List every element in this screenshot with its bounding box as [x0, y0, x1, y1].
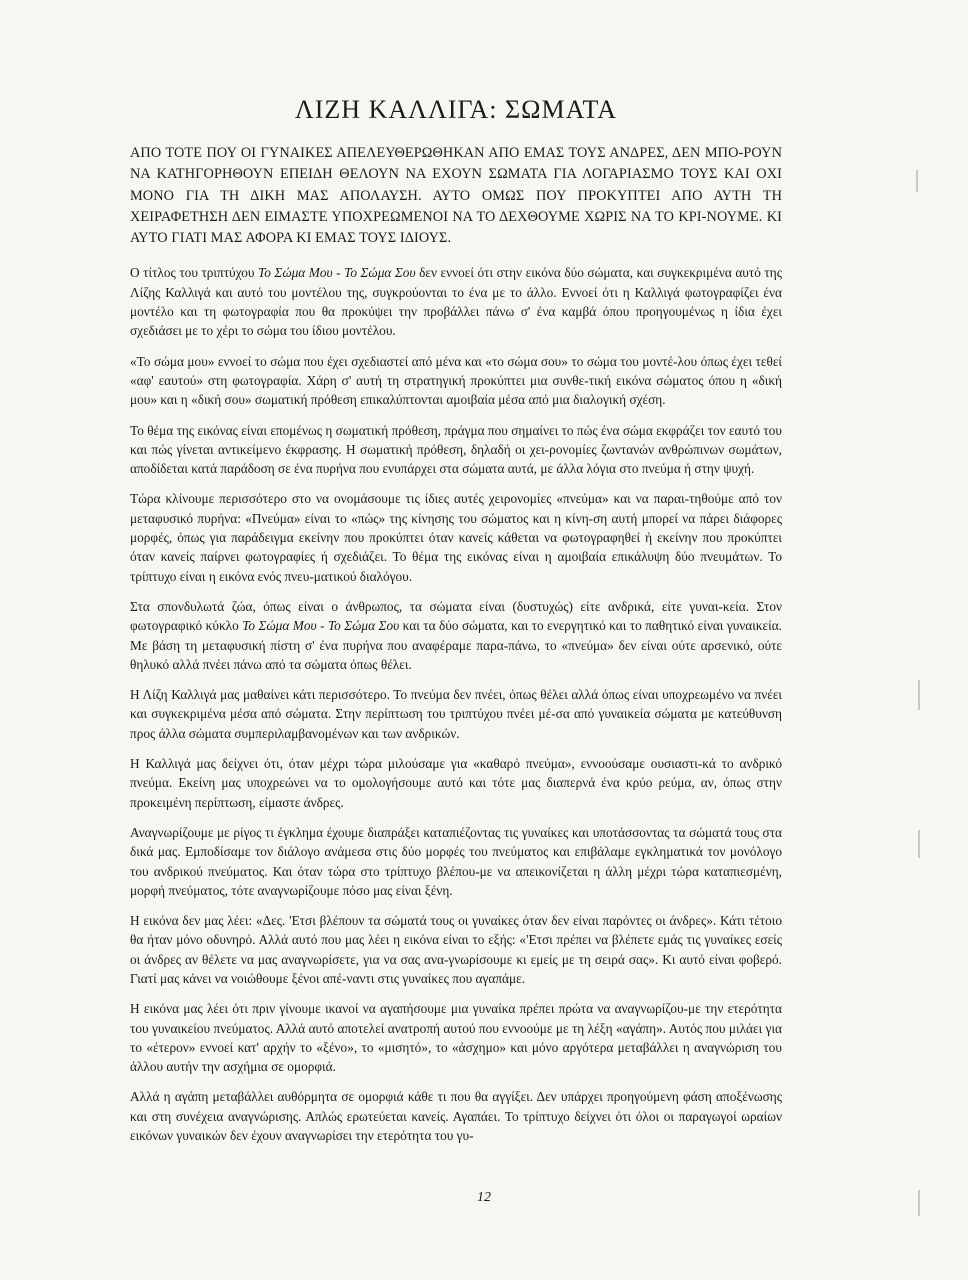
paragraph-9: Η εικόνα δεν μας λέει: «Δες. 'Ετσι βλέπουν τα σώματά τους οι γυναίκες όταν δεν είναι παρόντες οι άνδρες». Κάτι τέτοιο θα ήταν μόνο οδυνηρό. Αλλά αυτό που μας λέει η εικόνα είναι το εξής: «'Ετσι πρέπει να βλέπετε εμάς τις γυναίκες εσείς οι άνδρες αν θέλετε να μας αναγνωρίσετε, για να σας ανα-γνωρίσουμε κι εμείς με τη σειρά σας». Κι αυτό είναι φοβερό. Γιατί μας κάνει να νοιώθουμε ξένοι απέ-ναντι στις γυναίκες που αγαπάμε.: [130, 913, 782, 986]
paragraph-11: Αλλά η αγάπη μεταβάλλει αυθόρμητα σε ομορφιά κάθε τι που θα αγγίξει. Δεν υπάρχει προηγούμενη φάση αποξένωσης και στη συνέχεια αναγνώρισης. Απλώς ερωτεύεται κανείς. Αγαπάει. Το τρίπτυχο δείχνει ότι όλοι οι παραγωγοί ωραίων εικόνων γυναικών δεν έχουν αναγνωρίσει την ετερότητα του γυ-: [130, 1089, 782, 1144]
lead-paragraph: ΑΠΟ ΤΟΤΕ ΠΟΥ ΟΙ ΓΥΝΑΙΚΕΣ ΑΠΕΛΕΥΘΕΡΩΘΗΚΑΝ ΑΠΟ ΕΜΑΣ ΤΟΥΣ ΑΝΔΡΕΣ, ΔΕΝ ΜΠΟ-ΡΟΥΝ ΝΑ ΚΑΤΗΓΟΡΗΘΟΥΝ ΕΠΕΙΔΗ ΘΕΛΟΥΝ ΝΑ ΕΧΟΥΝ ΣΩΜΑΤΑ ΓΙΑ ΛΟΓΑΡΙΑΣΜΟ ΤΟΥΣ ΚΑΙ ΟΧΙ ΜΟΝΟ ΓΙΑ ΤΗ ΔΙΚΗ ΜΑΣ ΑΠΟΛΑΥΣΗ. ΑΥΤΟ ΟΜΩΣ ΠΟΥ ΠΡΟΚΥΠΤΕΙ ΑΠΟ ΑΥΤΗ ΤΗ ΧΕΙΡΑΦΕΤΗΣΗ ΔΕΝ ΕΙΜΑΣΤΕ ΥΠΟΧΡΕΩΜΕΝΟΙ ΝΑ ΤΟ ΔΕΧΘΟΥΜΕ ΧΩΡΙΣ ΝΑ ΤΟ ΚΡΙ-ΝΟΥΜΕ. ΚΙ ΑΥΤΟ ΓΙΑΤΙ ΜΑΣ ΑΦΟΡΑ ΚΙ ΕΜΑΣ ΤΟΥΣ ΙΔΙΟΥΣ.: [130, 145, 782, 247]
paragraph-5-text-a: Στα σπονδυλωτά ζώα, όπως είναι ο άνθρωπος, τα σώματα είναι (δυστυχώς) είτε ανδρικά, είτε γυναι-κεία. Στον φωτογραφικό κύκλο: [130, 598, 782, 634]
paragraph-1: [130, 263, 782, 340]
paragraph-7: Η Καλλιγά μας δείχνει ότι, όταν μέχρι τώρα μιλούσαμε για «καθαρό πνεύμα», εννοούσαμε ουσιαστι-κά το ανδρικό πνεύμα. Εκείνη μας υποχρεώνει να το ομολογήσουμε αυτό και τότε μας διαπερνά ένα κρύο ρεύμα, αν, όπως στην προκειμένη περίπτωση, είμαστε άνδρες.: [130, 756, 782, 810]
paragraph-5-text-b: και τα δύο σώματα, και το ενεργητικό και το παθητικό είναι γυναικεία. Με βάση τη μεταφυσική πίστη σ' ένα πυρήνα που αναφέραμε παρα-πάνω, το «πνεύμα» δεν είναι ούτε αρσενικό, ούτε θηλυκό αλλά πνέει πάνω από τα σώματα όπως θέλει.: [130, 618, 782, 672]
paragraph-8: Αναγνωρίζουμε με ρίγος τι έγκλημα έχουμε διαπράξει καταπιέζοντας τις γυναίκες και υποτάσσοντας τα σώματά τους στα δικά μας. Εμποδίσαμε τον διάλογο ανάμεσα στις δύο μορφές του πνεύματος και επιβάλαμε εγκληματικά τον μονόλογο του ανδρικού πνεύματος. Και όταν τώρα στο τρίπτυχο βλέπου-με να απεικονίζεται η άλλη μέχρι τώρα καταπιεσμένη, μορφή πνεύματος, τότε αναγνωρίζουμε πόσο μας είναι ξένη.: [130, 824, 782, 898]
paragraph-3: Το θέμα της εικόνας είναι επομένως η σωματική πρόθεση, πράγμα που σημαίνει το πώς ένα σώμα εκφράζει τον εαυτό του και πώς γίνεται αντικείμενο έκφρασης. Η σωματική πρόθεση, δηλαδή οι χει-ρονομίες ζωντανών ανθρώπινων σωμάτων, αποδίδεται κατά παράδοση σε ένα πυρήνα που ενυπάρχει στα σώματα αυτά, με άλλα λόγια στο πνεύμα ή στην ψυχή.: [130, 422, 782, 477]
paragraph-1-work-title: Το Σώμα Μου - Το Σώμα Σου: [258, 265, 416, 281]
paragraph-2: «Το σώμα μου» εννοεί το σώμα που έχει σχεδιαστεί από μένα και «το σώμα σου» το σώμα του μοντέ-λου όπως έχει τεθεί «αφ' εαυτού» στη φωτογραφία. Χάρη σ' αυτή τη στρατηγική προκύπτει μια συνθε-τική εικόνα σώματος όπου η «δική μου» και η «δική σου» σωματική πρόθεση επικαλύπτονται αμοιβαία μέσα από μια διαλογική σχέση.: [130, 353, 782, 408]
paragraph-6: Η Λίζη Καλλιγά μας μαθαίνει κάτι περισσότερο. Το πνεύμα δεν πνέει, όπως θέλει αλλά όπως είναι υποχρεωμένο να πνέει και συγκεκριμένα μέσα από σώματα. Στην περίπτωση του τριπτύχου πνέει μέ-σα από γυναικεία σώματα με κατεύθυνση προς άλλα σώματα συμπεριλαμβανομένων και των ανδρικών.: [130, 687, 782, 741]
paragraph-1-text-b: δεν εννοεί ότι στην εικόνα δύο σώματα, και συγκεκριμένα αυτό της Λίζης Καλλιγά και αυτό του μοντέλου της, συγκρούονται το ένα με το άλλο. Εννοεί ότι η Καλλιγά φωτογραφίζει ένα μοντέλο και τη φωτογραφία που θα προκύψει την προβάλλει πάνω σ' ένα καμβά όπου προηγουμένως η ίδια έχει σχεδιάσει με το χέρι το σώμα του ίδιου μοντέλου.: [130, 265, 782, 339]
paragraph-5-work-title: Το Σώμα Μου - Το Σώμα Σου: [242, 618, 400, 634]
paragraph-10: Η εικόνα μας λέει ότι πριν γίνουμε ικανοί να αγαπήσουμε μια γυναίκα πρέπει πρώτα να αναγνωρίζου-με την ετερότητα του γυναικείου πνεύματος. Αλλά αυτό αποτελεί ανατροπή αυτού που εννοούμε με τη λέξη «αγάπη». Αυτός που μιλάει για το «έτερον» εννοεί κατ' αρχήν το «ξένο», το «μισητό», το «άσχημο» και μόνο αργότερα μεταβάλλει η αναγνώριση του άλλου αυτήν την ασχήμια σε ομορφιά.: [130, 1001, 782, 1075]
article: [130, 95, 782, 1156]
paragraph-5: [130, 597, 782, 674]
scan-edge-marks: [908, 130, 928, 1230]
scan-mark: [918, 830, 920, 858]
scan-mark: [916, 170, 918, 192]
page-number: 12: [477, 1190, 491, 1205]
scan-mark: [918, 680, 920, 710]
scan-mark: [918, 1190, 920, 1216]
article-title: ΛΙΖΗ ΚΑΛΛΙΓΑ: ΣΩΜΑΤΑ: [294, 95, 618, 124]
paragraph-4: Τώρα κλίνουμε περισσότερο στο να ονομάσουμε τις ίδιες αυτές χειρονομίες «πνεύμα» και να παραι-τηθούμε από τον μεταφυσικό πυρήνα: «Πνεύμα» είναι το «πώς» της κίνησης του σώματος και η κίνη-ση αυτή μπορεί να πάρει διάφορες μορφές, όπως για παράδειγμα εκείνην που προκύπτει όταν κανείς κάθεται να φωτογραφηθεί ή εκείνην που προκύπτει όταν κανείς παίρνει φωτογραφίες ή σχεδιάζει. Το θέμα της εικόνας είναι η αμοιβαία επικάλυψη δύο πνευμάτων. Το τρίπτυχο είναι η εικόνα ενός πνευ-ματικού διαλόγου.: [130, 491, 782, 584]
paragraph-1-text-a: Ο τίτλος του τριπτύχου: [130, 265, 259, 281]
